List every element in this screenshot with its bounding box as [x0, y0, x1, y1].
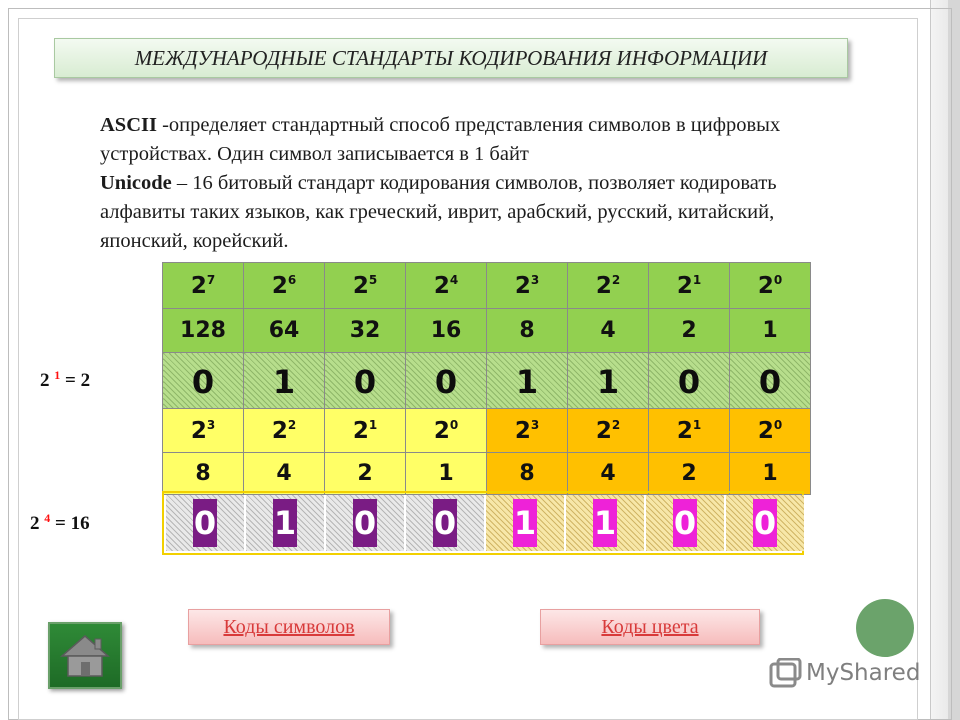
power-cell: $2^2$ [244, 409, 325, 453]
watermark [768, 658, 921, 692]
power-cell: $2^3$ [487, 409, 568, 453]
bit-cell [486, 495, 564, 551]
value-cell: 32 [325, 309, 406, 353]
bit-block: 1 [513, 499, 537, 547]
power-cell: $2^2$ [568, 409, 649, 453]
description-text [100, 111, 820, 256]
nibble-bits-row [162, 491, 804, 555]
watermark-text: MyShared [806, 660, 921, 686]
value-cell: 64 [244, 309, 325, 353]
bit-cell: 1 [568, 353, 649, 411]
color-codes-button[interactable]: Коды цвета [540, 609, 760, 645]
value-cell: 2 [649, 309, 730, 353]
value-cell: 1 [406, 453, 487, 495]
equation-2-pow-4: 2 $^4$ = 16 [30, 511, 90, 534]
value-cell: 2 [325, 453, 406, 495]
nibble-powers-row [163, 409, 811, 453]
power-cell: $2^7$ [163, 263, 244, 309]
share-icon [768, 658, 802, 692]
power-cell: $2^1$ [649, 263, 730, 309]
slide-title: МЕЖДУНАРОДНЫЕ СТАНДАРТЫ КОДИРОВАНИЯ ИНФОРМАЦИИ [54, 38, 848, 78]
power-cell: $2^0$ [730, 263, 811, 309]
bit-cell: 0 [406, 353, 487, 411]
value-cell: 8 [487, 309, 568, 353]
bit-block: 1 [273, 499, 297, 547]
power-cell: $2^2$ [568, 263, 649, 309]
value-cell: 128 [163, 309, 244, 353]
power-cell: $2^1$ [325, 409, 406, 453]
bit-cell: 0 [325, 353, 406, 411]
bit-block: 0 [353, 499, 377, 547]
value-cell: 2 [649, 453, 730, 495]
bit-block: 0 [673, 499, 697, 547]
bit-cell [406, 495, 484, 551]
power-cell: $2^6$ [244, 263, 325, 309]
value-cell: 1 [730, 453, 811, 495]
bit-cell [326, 495, 404, 551]
value-cell: 8 [163, 453, 244, 495]
equation-2-pow-1: 2 $^1$ = 2 [40, 368, 91, 391]
value-cell: 4 [244, 453, 325, 495]
ascii-definition: -определяет стандартный способ представления символов в цифровых устройствах. Один символ записывается в 1 байт [100, 114, 781, 165]
unicode-term: Unicode [100, 172, 172, 194]
nibble-table [162, 408, 811, 495]
value-cell: 1 [730, 309, 811, 353]
home-button[interactable] [48, 622, 122, 689]
byte-values-row [163, 309, 811, 353]
value-cell: 4 [568, 453, 649, 495]
value-cell: 4 [568, 309, 649, 353]
symbol-codes-button[interactable]: Коды символов [188, 609, 390, 645]
power-cell: $2^5$ [325, 263, 406, 309]
power-cell: $2^0$ [406, 409, 487, 453]
byte-table [162, 262, 811, 411]
bit-block: 0 [753, 499, 777, 547]
power-cell: $2^4$ [406, 263, 487, 309]
bit-cell [646, 495, 724, 551]
bit-cell: 0 [649, 353, 730, 411]
bit-cell [166, 495, 244, 551]
bit-cell: 1 [487, 353, 568, 411]
ascii-term: ASCII [100, 114, 157, 136]
value-cell: 16 [406, 309, 487, 353]
bit-cell [246, 495, 324, 551]
bit-cell [726, 495, 804, 551]
bit-cell [566, 495, 644, 551]
bit-cell: 0 [730, 353, 811, 411]
unicode-definition: – 16 битовый стандарт кодирования символов, позволяет кодировать алфавиты таких языков, как греческий, иврит, арабский, русский, китайский, японский, корейский. [100, 172, 777, 252]
power-cell: $2^3$ [487, 263, 568, 309]
bit-block: 0 [193, 499, 217, 547]
value-cell: 8 [487, 453, 568, 495]
power-cell: $2^1$ [649, 409, 730, 453]
home-icon [50, 624, 120, 687]
bit-block: 1 [593, 499, 617, 547]
bit-cell: 1 [244, 353, 325, 411]
byte-powers-row [163, 263, 811, 309]
decorative-circle [856, 599, 914, 657]
byte-bits-row [163, 353, 811, 411]
bit-block: 0 [433, 499, 457, 547]
bit-cell: 0 [163, 353, 244, 411]
power-cell: $2^3$ [163, 409, 244, 453]
power-cell: $2^0$ [730, 409, 811, 453]
nibble-values-row [163, 453, 811, 495]
